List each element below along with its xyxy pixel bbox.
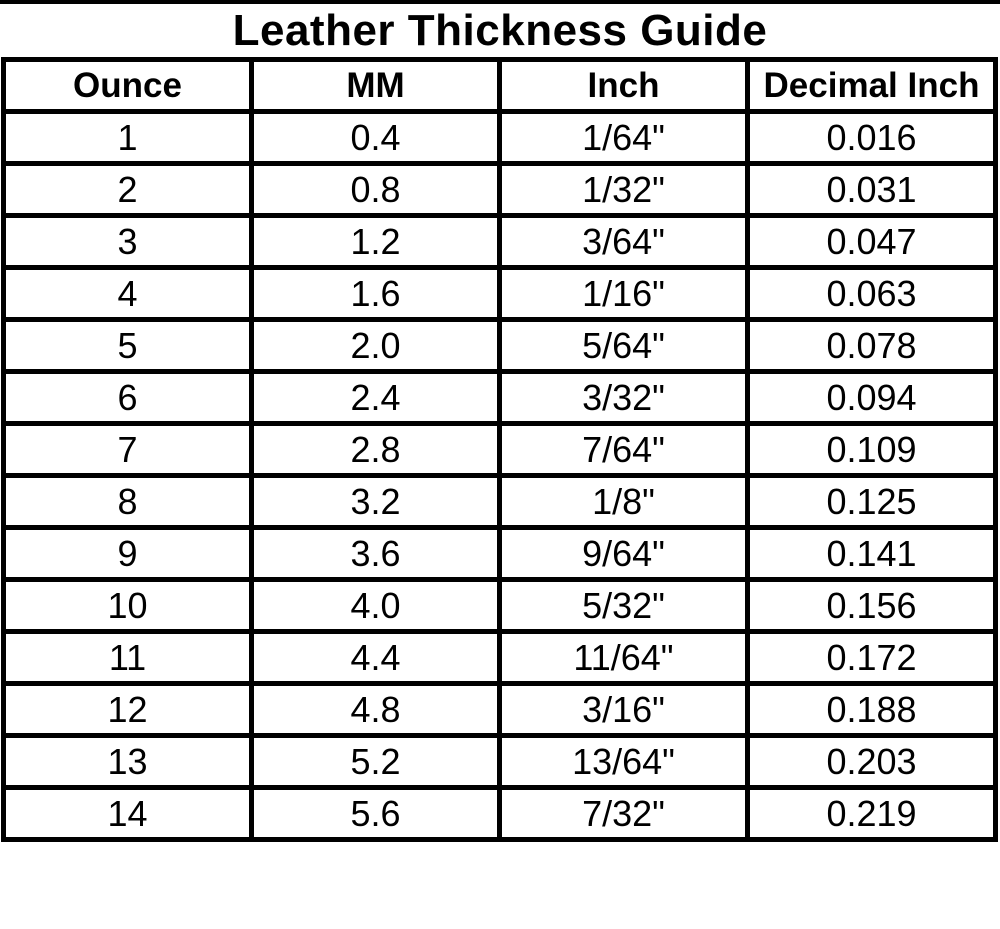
column-header-mm: MM [252, 60, 500, 112]
cell-decimal-inch: 0.172 [748, 632, 996, 684]
cell-inch: 11/64" [500, 632, 748, 684]
cell-ounce: 1 [4, 112, 252, 164]
table-row [4, 580, 996, 632]
cell-mm: 4.4 [252, 632, 500, 684]
cell-ounce: 3 [4, 216, 252, 268]
cell-inch: 1/32" [500, 164, 748, 216]
cell-mm: 2.0 [252, 320, 500, 372]
table-row [4, 528, 996, 580]
cell-ounce: 11 [4, 632, 252, 684]
cell-inch: 7/32" [500, 788, 748, 840]
table-row [4, 788, 996, 840]
cell-decimal-inch: 0.141 [748, 528, 996, 580]
cell-inch: 1/8" [500, 476, 748, 528]
table-row [4, 216, 996, 268]
page-title: Leather Thickness Guide [232, 6, 768, 55]
cell-inch: 3/64" [500, 216, 748, 268]
cell-inch: 9/64" [500, 528, 748, 580]
cell-inch: 1/64" [500, 112, 748, 164]
cell-ounce: 5 [4, 320, 252, 372]
cell-mm: 4.8 [252, 684, 500, 736]
cell-ounce: 7 [4, 424, 252, 476]
cell-mm: 1.2 [252, 216, 500, 268]
cell-mm: 5.2 [252, 736, 500, 788]
cell-decimal-inch: 0.016 [748, 112, 996, 164]
cell-mm: 0.8 [252, 164, 500, 216]
column-header-ounce: Ounce [4, 60, 252, 112]
table-row [4, 268, 996, 320]
cell-mm: 3.2 [252, 476, 500, 528]
cell-inch: 3/16" [500, 684, 748, 736]
thickness-table [1, 57, 998, 842]
cell-mm: 1.6 [252, 268, 500, 320]
table-row [4, 372, 996, 424]
table-row [4, 476, 996, 528]
cell-ounce: 9 [4, 528, 252, 580]
column-header-inch: Inch [500, 60, 748, 112]
cell-ounce: 10 [4, 580, 252, 632]
cell-decimal-inch: 0.047 [748, 216, 996, 268]
cell-inch: 5/32" [500, 580, 748, 632]
cell-ounce: 2 [4, 164, 252, 216]
table-row [4, 320, 996, 372]
cell-decimal-inch: 0.188 [748, 684, 996, 736]
table-row [4, 684, 996, 736]
cell-ounce: 13 [4, 736, 252, 788]
table-row [4, 164, 996, 216]
cell-ounce: 8 [4, 476, 252, 528]
cell-mm: 2.4 [252, 372, 500, 424]
cell-decimal-inch: 0.156 [748, 580, 996, 632]
table-row [4, 424, 996, 476]
cell-inch: 13/64" [500, 736, 748, 788]
cell-mm: 2.8 [252, 424, 500, 476]
cell-decimal-inch: 0.125 [748, 476, 996, 528]
table-row [4, 632, 996, 684]
cell-inch: 7/64" [500, 424, 748, 476]
cell-ounce: 14 [4, 788, 252, 840]
column-header-decimal-inch: Decimal Inch [748, 60, 996, 112]
cell-mm: 0.4 [252, 112, 500, 164]
table-row [4, 736, 996, 788]
cell-decimal-inch: 0.094 [748, 372, 996, 424]
cell-mm: 5.6 [252, 788, 500, 840]
cell-decimal-inch: 0.031 [748, 164, 996, 216]
table-header [4, 60, 996, 112]
cell-decimal-inch: 0.109 [748, 424, 996, 476]
cell-decimal-inch: 0.063 [748, 268, 996, 320]
cell-inch: 1/16" [500, 268, 748, 320]
cell-decimal-inch: 0.078 [748, 320, 996, 372]
cell-decimal-inch: 0.219 [748, 788, 996, 840]
cell-inch: 3/32" [500, 372, 748, 424]
header-row [4, 60, 996, 112]
cell-mm: 4.0 [252, 580, 500, 632]
table-body [4, 112, 996, 840]
cell-ounce: 6 [4, 372, 252, 424]
cell-inch: 5/64" [500, 320, 748, 372]
cell-ounce: 12 [4, 684, 252, 736]
table-row [4, 112, 996, 164]
cell-mm: 3.6 [252, 528, 500, 580]
cell-ounce: 4 [4, 268, 252, 320]
cell-decimal-inch: 0.203 [748, 736, 996, 788]
